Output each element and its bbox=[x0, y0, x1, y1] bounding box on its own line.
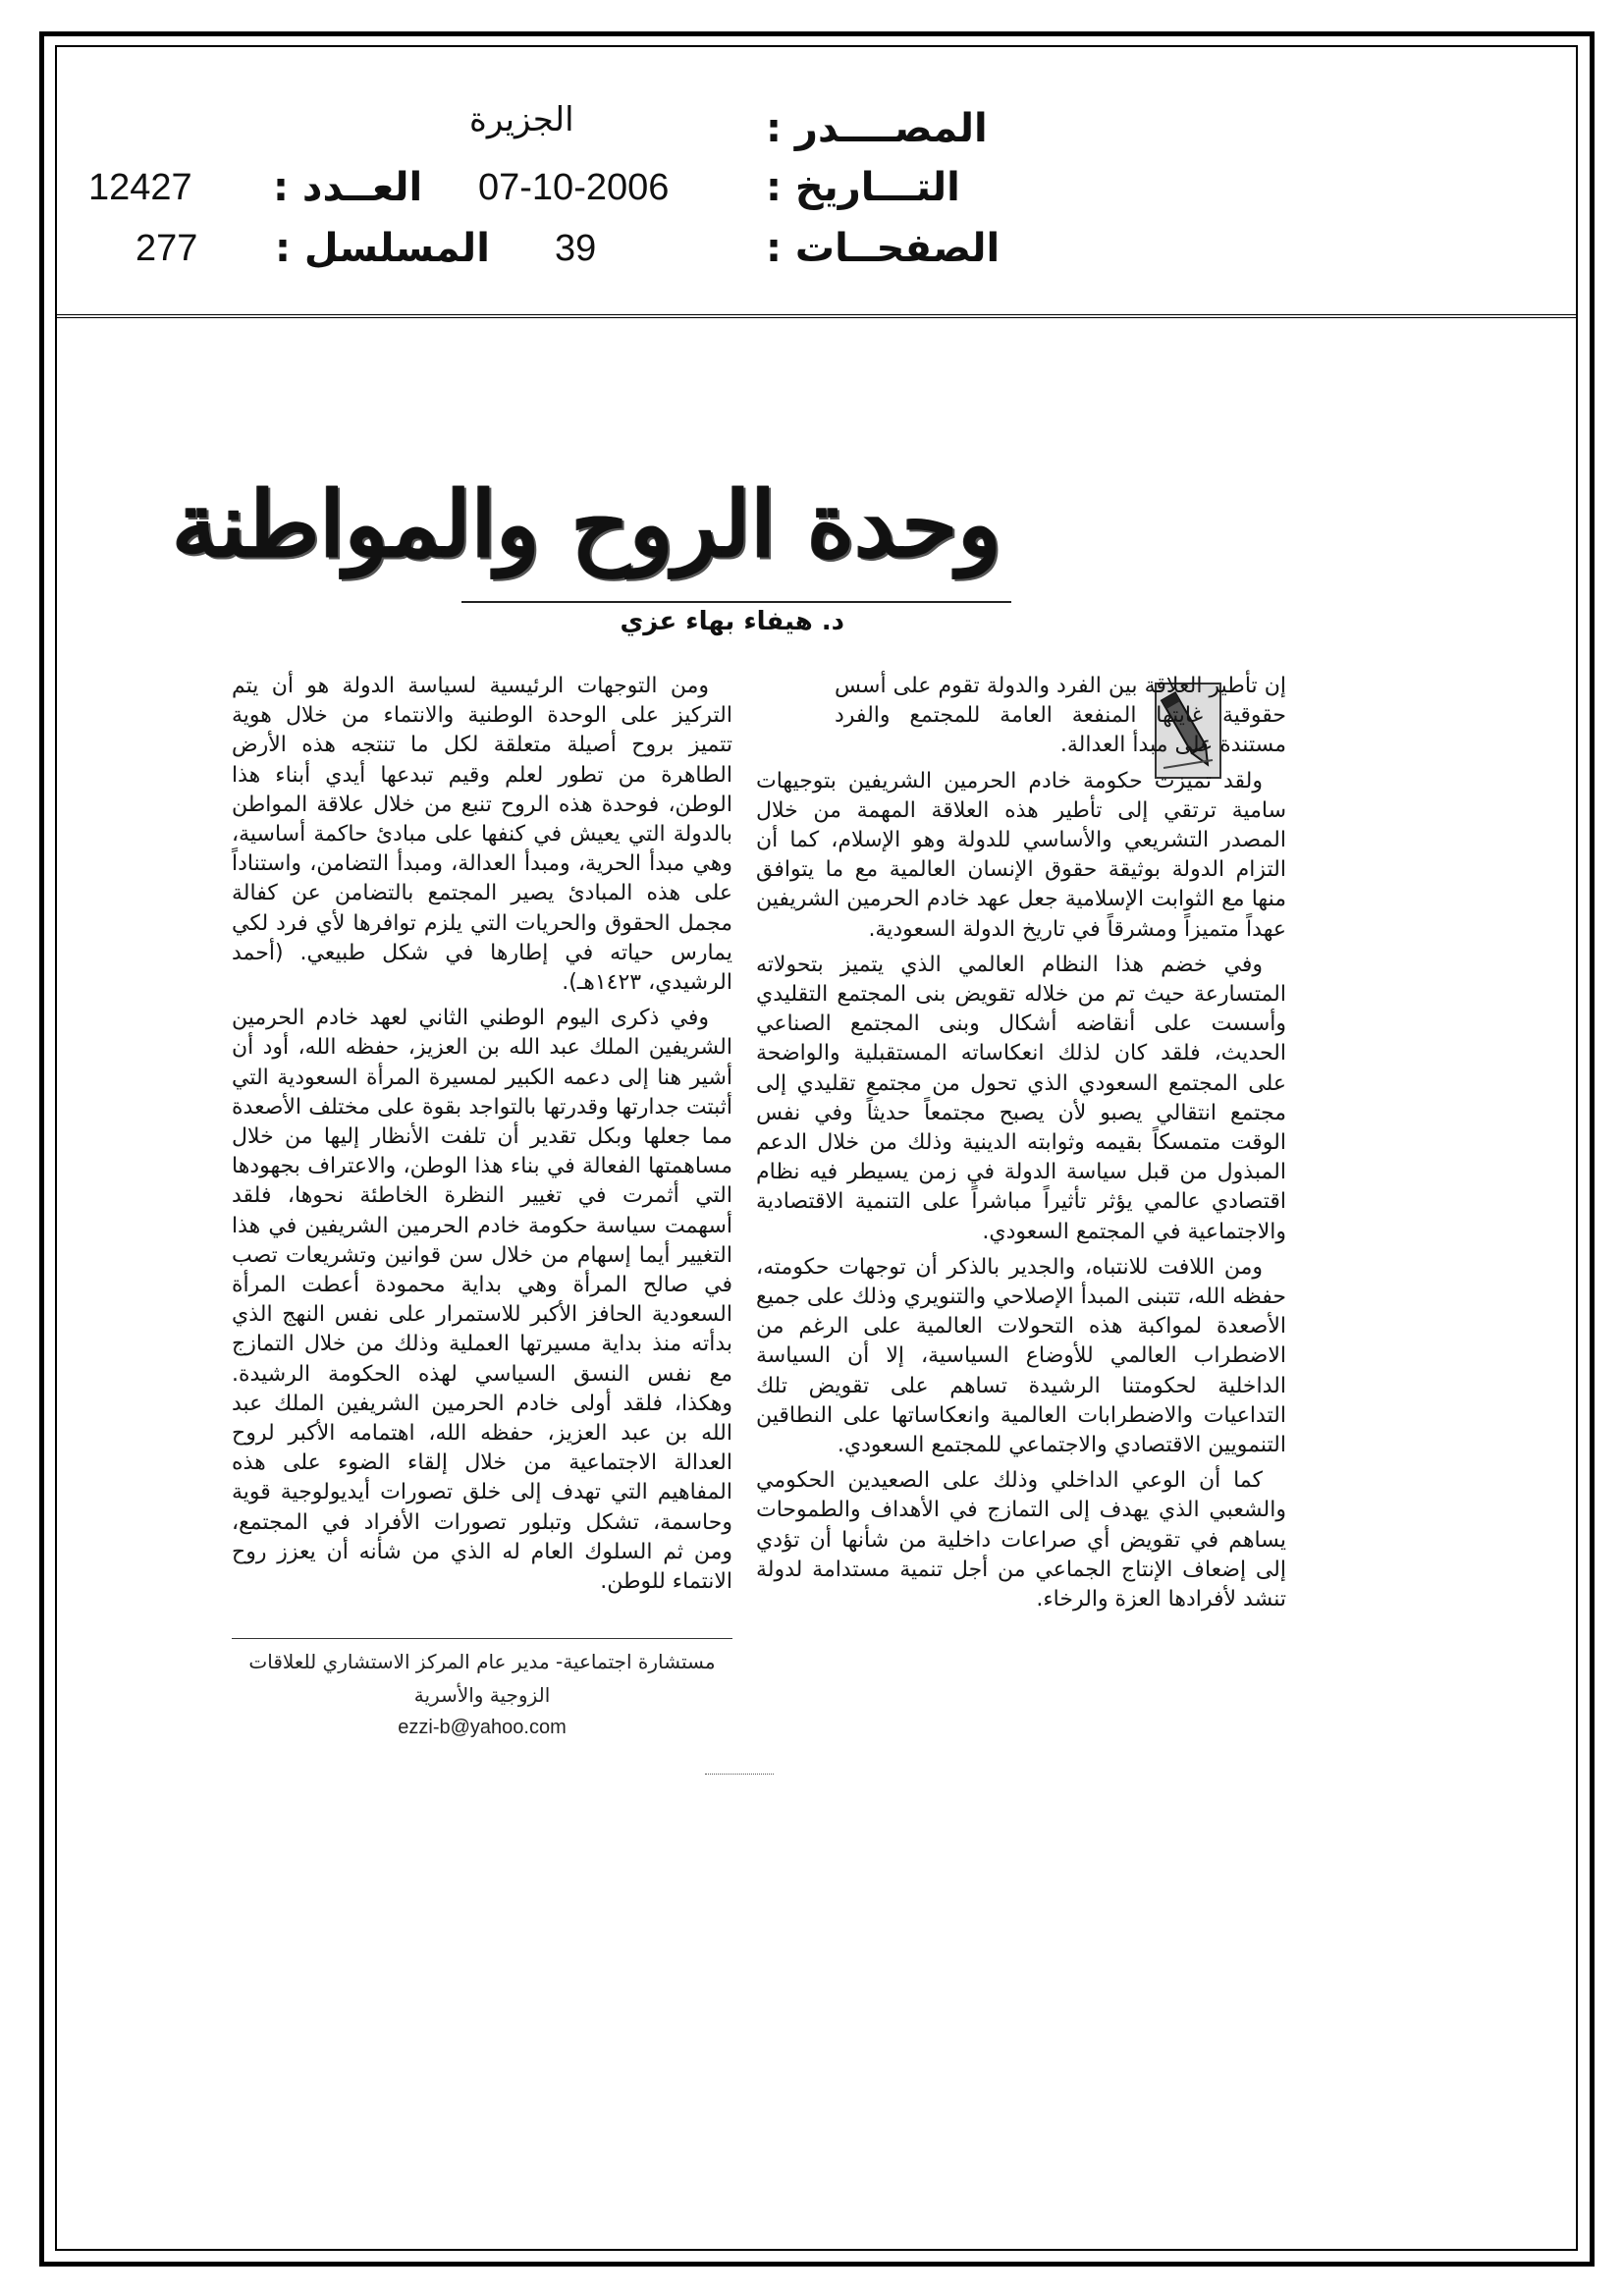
paragraph: ومن اللافت للانتباه، والجدير بالذكر أن توجهات حكومته، حفظه الله، تتبنى المبدأ الإصلاحي والتنويري وذلك على جميع الأصعدة لمواكبة هذه التحولات العالمية على الرغم من الاضطراب العالمي للأوضاع السياسية، إلا أن السياسة الداخلية لحكومتنا الرشيدة تساهم على تقويض تلك التداعيات والاضطرابات العالمية وانعكاساتها على النطاقين التنمويين الاقتصادي والاجتماعي للمجتمع السعودي. bbox=[756, 1254, 1286, 1458]
paragraph: كما أن الوعي الداخلي وذلك على الصعيدين الحكومي والشعبي الذي يهدف إلى التمازج في الأهداف والطموحات يساهم في تقويض أي صراعات داخلية من شأنها أن تؤدي إلى إضعاف الإنتاج الجماعي من أجل تنمية مستدامة لدولة تنشد لأفرادها العزة والرخاء. bbox=[756, 1468, 1286, 1613]
source-label: المصــــدر : bbox=[766, 106, 988, 151]
serial-label: المسلسل : bbox=[275, 226, 490, 271]
source-value: الجزيرة bbox=[469, 100, 574, 139]
article-headline: وحدة الروح والمواطنة bbox=[172, 471, 1001, 577]
issue-value: 12427 bbox=[88, 167, 192, 208]
article-column-right bbox=[756, 672, 1286, 1781]
pages-label: الصفحــات : bbox=[766, 226, 1001, 271]
serial-value: 277 bbox=[135, 228, 198, 269]
paragraph: وفي ذكرى اليوم الوطني الثاني لعهد خادم الحرمين الشريفين الملك عبد الله بن العزيز، حفظه الله، أود أن أشير هنا إلى دعمه الكبير لمسيرة المرأة السعودية التي أثبتت جدارتها وقدرتها بالتواجد بقوة على مختلف الأصعدة مما جعلها وبكل تقدير أن تلفت الأنظار إليها من خلال مساهمتها الفعالة في بناء هذا الوطن، والاعتراف بجهودها التي أثمرت في تغيير النظرة الخاطئة نحوها، فلقد أسهمت سياسة حكومة خادم الحرمين الشريفين في هذا التغيير أيما إسهام من خلال سن قوانين وتشريعات تصب في صالح المرأة وهي بداية محمودة أعطت المرأة السعودية الحافز الأكبر للاستمرار على نفس النهج الذي بدأته منذ بداية مسيرتها العملية وذلك من خلال التمازج مع نفس النسق السياسي لهذه الحكومة الرشيدة. وهكذا، فلقد أولى خادم الحرمين الشريفين الملك عبد الله بن عبد العزيز، حفظه الله، اهتمامه الأكبر لروح العدالة الاجتماعية من خلال إلقاء الضوء على هذه المفاهيم التي تهدف إلى خلق تصورات أيديولوجية قوية وحاسمة، تشكل وتبلور تصورات الأفراد في المجتمع، ومن ثم السلوك العام له الذي من شأنه أن يعزز روح الانتماء للوطن. bbox=[232, 1006, 732, 1595]
paragraph: إن تأطير العلاقة بين الفرد والدولة تقوم على أسس حقوقية غايتها المنفعة العامة للمجتمع والفرد مستندة على مبدأ العدالة. bbox=[835, 674, 1286, 758]
pages-value: 39 bbox=[555, 228, 597, 269]
header-separator bbox=[55, 314, 1578, 318]
article-column-left bbox=[232, 672, 732, 1654]
headline-rule bbox=[461, 601, 1011, 603]
footer-rule bbox=[232, 1638, 732, 1639]
author-email: ezzi-b@yahoo.com bbox=[398, 1717, 567, 1738]
page-mark bbox=[705, 1774, 774, 1780]
author-title-line1: مستشارة اجتماعية- مدير عام المركز الاستشاري للعلاقات bbox=[248, 1650, 716, 1673]
paragraph: ومن التوجهات الرئيسية لسياسة الدولة هو أن يتم التركيز على الوحدة الوطنية والانتماء من خلال هوية تتميز بروح أصيلة متعلقة لكل ما تنتجه هذه الأرض الطاهرة من تطور لعلم وقيم تبدعها أيدي أبناء هذا الوطن، فوحدة هذه الروح تنبع من خلال علاقة المواطن بالدولة التي يعيش في كنفها على مبادئ حاكمة أساسية، وهي مبدأ الحرية، ومبدأ العدالة، ومبدأ التضامن، واستناداً على هذه المبادئ يصير المجتمع بالتضامن عن كفالة مجمل الحقوق والحريات التي يلزم توافرها لأي فرد لكي يمارس حياته في إطارها في شكل طبيعي. (أحمد الرشيدي، ١٤٢٣هـ). bbox=[232, 674, 732, 996]
date-value: 07-10-2006 bbox=[478, 167, 670, 208]
author-title-line2: الزوجية والأسرية bbox=[413, 1683, 551, 1707]
paragraph: وفي خضم هذا النظام العالمي الذي يتميز بتحولاته المتسارعة حيث تم من خلاله تقويض بنى المجتمع التقليدي وأسست على أنقاضه أشكال وبنى المجتمع الصناعي الحديث، فلقد كان لذلك انعكاساته المستقبلية والواضحة على المجتمع السعودي الذي تحول من مجتمع تقليدي إلى مجتمع انتقالي يصبو لأن يصبح مجتمعاً حديثاً وفي نفس الوقت متمسكاً بقيمه وثوابته الدينية وذلك من خلال الدعم المبذول من قبل سياسة الدولة في زمن يسيطر فيه نظام اقتصادي عالمي يؤثر تأثيراً مباشراً على التنمية الاقتصادية والاجتماعية في المجتمع السعودي. bbox=[756, 952, 1286, 1244]
paragraph: ولقد تميزت حكومة خادم الحرمين الشريفين بتوجيهات سامية ترتقي إلى تأطير هذه العلاقة المهمة من خلال المصدر التشريعي والأساسي للدولة وهو الإسلام، كما أن التزام الدولة بوثيقة حقوق الإنسان العالمية مع ما يتوافق منها مع الثوابت الإسلامية جعل عهد خادم الحرمين الشريفين عهداً متميزاً ومشرقاً في تاريخ الدولة السعودية. bbox=[756, 768, 1286, 942]
issue-label: العــدد : bbox=[273, 165, 423, 210]
date-label: التـــاريخ : bbox=[766, 165, 960, 210]
article-byline: د. هيفاء بهاء عزي bbox=[620, 607, 844, 636]
